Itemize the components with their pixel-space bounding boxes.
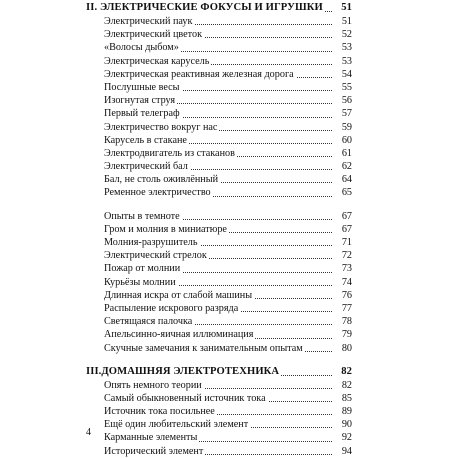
entry-page-number: 54 — [341, 68, 352, 80]
entry-page-number: 52 — [341, 29, 352, 41]
entry-title: Апельсинно-яичная иллюминация — [104, 329, 254, 341]
toc-entry — [86, 431, 352, 444]
entry-page-number: 67 — [341, 223, 352, 235]
toc-entry — [86, 276, 352, 289]
page-number: 4 — [86, 427, 91, 438]
section-title: III.ДОМАШНЯЯ ЭЛЕКТРОТЕХНИКА — [86, 365, 280, 377]
entry-page-number: 64 — [341, 174, 352, 186]
toc-entry — [86, 405, 352, 418]
entry-title: Источник тока посильнее — [104, 406, 215, 418]
entry-title: Электричество вокруг нас — [104, 121, 218, 133]
section-page-number: 82 — [341, 365, 352, 377]
entry-page-number: 56 — [341, 95, 352, 107]
toc-entry — [86, 186, 352, 199]
toc-entry — [86, 289, 352, 302]
toc-entry — [86, 68, 352, 81]
entry-page-number: 74 — [341, 276, 352, 288]
entry-title: Электрический цветок — [104, 29, 203, 41]
entry-page-number: 73 — [341, 263, 352, 275]
entry-title: Самый обыкновенный источник тока — [104, 392, 266, 404]
toc-entry — [86, 15, 352, 28]
entry-title: Изогнутая струя — [104, 95, 176, 107]
group-spacer — [86, 355, 352, 365]
entry-title: Электрическая карусель — [104, 55, 210, 67]
entry-title: Скучные замечания к занимательным опытам — [104, 342, 303, 354]
entry-title: Исторический элемент — [104, 445, 204, 457]
toc-entry — [86, 147, 352, 160]
toc-entry — [86, 249, 352, 262]
entry-title: Электрический паук — [104, 16, 193, 27]
toc-entry — [86, 94, 352, 107]
section-page-number: 51 — [341, 2, 352, 13]
toc-entry — [86, 41, 352, 54]
entry-page-number: 90 — [341, 419, 352, 431]
toc-entry — [86, 342, 352, 355]
entry-title: Длинная искра от слабой машины — [104, 289, 253, 301]
toc-entry — [86, 445, 352, 458]
toc-entry — [86, 236, 352, 249]
entry-page-number: 55 — [341, 81, 352, 93]
entry-title: Карманные элементы — [104, 432, 198, 444]
entry-page-number: 61 — [341, 147, 352, 159]
entry-page-number: 53 — [341, 55, 352, 67]
entry-page-number: 71 — [341, 237, 352, 248]
entry-page-number: 76 — [341, 289, 352, 301]
entry-page-number: 77 — [341, 302, 352, 314]
entry-title: Электрическая реактивная железная дорога — [104, 68, 294, 80]
toc-entry — [86, 315, 352, 328]
entry-page-number: 80 — [341, 342, 352, 354]
entry-page-number: 65 — [341, 187, 352, 199]
entry-page-number: 67 — [341, 210, 352, 222]
entry-page-number: 72 — [341, 250, 352, 262]
entry-title: Опыты в темноте — [104, 210, 180, 222]
entry-title: Светящаяся палочка — [104, 316, 193, 328]
section-heading — [86, 365, 352, 379]
entry-title: Пожар от молнии — [104, 263, 181, 275]
entry-page-number: 60 — [341, 134, 352, 146]
entry-title: Опять немного теории — [104, 379, 202, 391]
entry-group — [86, 210, 352, 355]
entry-page-number: 53 — [341, 42, 352, 54]
toc-entry — [86, 81, 352, 94]
entry-page-number: 82 — [341, 379, 352, 391]
entry-group — [86, 15, 352, 200]
entry-title: Молния-разрушитель — [104, 237, 198, 248]
entry-title: Электродвигатель из стаканов — [104, 147, 235, 159]
toc-entry — [86, 302, 352, 315]
toc-entry — [86, 379, 352, 392]
entry-page-number: 94 — [341, 445, 352, 457]
entry-page-number: 78 — [341, 316, 352, 328]
entry-page-number: 85 — [341, 392, 352, 404]
entry-page-number: 92 — [341, 432, 352, 444]
entry-page-number: 59 — [341, 121, 352, 133]
table-of-contents — [86, 0, 352, 458]
toc-entry — [86, 173, 352, 186]
entry-title: Электрический стрелок — [104, 250, 207, 262]
entry-page-number: 62 — [341, 161, 352, 173]
toc-entry — [86, 28, 352, 41]
section-heading — [86, 1, 352, 15]
entry-title: Ременное электричество — [104, 187, 211, 199]
entry-page-number: 57 — [341, 108, 352, 120]
entry-page-number: 51 — [341, 16, 352, 27]
toc-entry — [86, 418, 352, 431]
section-title: II. ЭЛЕКТРИЧЕСКИЕ ФОКУСЫ И ИГРУШКИ — [86, 2, 323, 13]
toc-entry — [86, 328, 352, 341]
entry-title: Распыление искрового разряда — [104, 302, 239, 314]
group-spacer — [86, 200, 352, 210]
toc-entry — [86, 392, 352, 405]
entry-title: Карусель в стакане — [104, 134, 187, 146]
entry-title: Ещё один любительский элемент — [104, 419, 249, 431]
entry-title: Послушные весы — [104, 81, 180, 93]
toc-entry — [86, 160, 352, 173]
entry-title: Гром и молния в миниатюре — [104, 223, 227, 235]
toc-entry — [86, 134, 352, 147]
toc-entry — [86, 262, 352, 275]
entry-title: Бал, не столь оживлённый — [104, 174, 219, 186]
entry-page-number: 89 — [341, 406, 352, 418]
toc-entry — [86, 121, 352, 134]
toc-entry — [86, 223, 352, 236]
toc-entry — [86, 107, 352, 120]
entry-group — [86, 379, 352, 458]
entry-title: Первый телеграф — [104, 108, 180, 120]
entry-title: «Волосы дыбом» — [104, 42, 179, 54]
entry-page-number: 79 — [341, 329, 352, 341]
toc-entry — [86, 55, 352, 68]
entry-title: Курьёзы молнии — [104, 276, 176, 288]
entry-title: Электрический бал — [104, 161, 188, 173]
toc-entry — [86, 210, 352, 223]
